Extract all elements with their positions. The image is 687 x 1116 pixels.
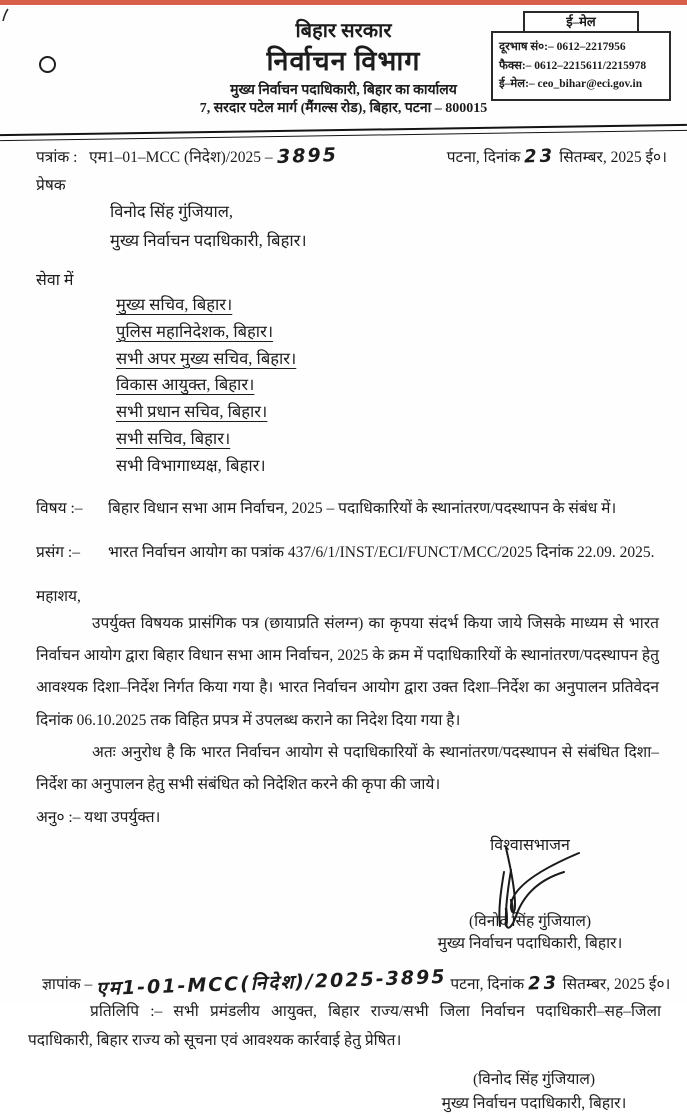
- sender-label: प्रेषक: [36, 176, 66, 194]
- signatory-name: (विनोद सिंह गुंजियाल): [468, 913, 592, 931]
- department-name: निर्वाचन विभाग: [266, 46, 421, 76]
- reference-row: [0, 538, 687, 567]
- contact-box-title: ई–मेल: [523, 11, 639, 33]
- office-address: 7, सरदार पटेल मार्ग (मैंगल्स रोड), बिहार, पटना – 800015: [199, 101, 488, 117]
- memo-date-rest: सितम्बर, 2025 ई०।: [562, 976, 671, 994]
- letter-number-printed: एम1–01–MCC (निदेश)/2025 –: [89, 148, 273, 166]
- recipient-item: सभी प्रधान सचिव, बिहार।: [116, 402, 268, 422]
- reference-text: भारत निर्वाचन आयोग का पत्रांक 437/6/1/INST/ECI/FUNCT/MCC/2025 दिनांक 22.09. 2025.: [108, 544, 655, 562]
- closing-word: विश्वासभाजन: [490, 837, 570, 855]
- phone-number: दूरभाष सं०:– 0612–2217956: [499, 41, 626, 54]
- body-paragraph-2: अतः अनुरोध है कि भारत निर्वाचन आयोग से पदाधिकारियों के स्थानांतरण/पदस्थापन से संबंधित दिशा–निर्देश का अनुपालन हेतु सभी संबंधित को निदेशित करने की कृपा की जाये।: [36, 743, 659, 794]
- recipient-item: मुख्य सचिव, बिहार।: [116, 295, 233, 315]
- memo-number-row: [0, 966, 687, 1001]
- recipient-item: पुलिस महानिदेशक, बिहार।: [116, 321, 274, 341]
- letter-number-label: पत्रांक :: [36, 148, 78, 166]
- office-name: मुख्य निर्वाचन पदाधिकारी, बिहार का कार्यालय: [230, 82, 457, 98]
- recipient-item: सभी सचिव, बिहार।: [116, 428, 231, 448]
- sender-designation: मुख्य निर्वाचन पदाधिकारी, बिहार।: [110, 231, 307, 251]
- fax-number: फैक्स:– 0612–2215611/2215978: [499, 59, 647, 72]
- letter-number-row: [0, 136, 687, 167]
- memo-number-handwritten: एम1-01-MCC(निदेश)/2025-3895: [95, 966, 447, 1001]
- recipients-label: सेवा में: [36, 272, 74, 290]
- email-address: ई–मेल:– ceo_bihar@eci.gov.in: [499, 78, 643, 91]
- letter-number-handwritten: 3895: [276, 143, 338, 168]
- signature-block-2: [418, 1068, 650, 1116]
- memo-label: ज्ञापांक –: [42, 976, 93, 994]
- sender-block: [0, 197, 687, 256]
- memo-date-handwritten: 23: [527, 972, 560, 995]
- letter-number: [36, 145, 337, 167]
- copy-distribution-text: प्रतिलिपि :– सभी प्रमंडलीय आयुक्त, बिहार राज्य/सभी जिला निर्वाचन पदाधिकारी–सह–जिला पदाधिकारी, बिहार राज्य को सूचना एवं आवश्यक कार्रवाई हेतु प्रेषित।: [28, 1003, 661, 1049]
- subject-label: विषय :–: [36, 499, 83, 517]
- government-name: बिहार सरकार: [295, 20, 392, 42]
- subject-text: बिहार विधान सभा आम निर्वाचन, 2025 – पदाधिकारियों के स्थानांतरण/पदस्थापन के संबंध में।: [108, 499, 617, 517]
- signature-scribble-2: [478, 868, 568, 936]
- recipient-item: सभी विभागाध्यक्ष, बिहार।: [116, 455, 266, 475]
- date-rest: सितम्बर, 2025 ई०।: [559, 148, 667, 166]
- salutation: महाशय,: [36, 587, 81, 605]
- date-handwritten: 23: [523, 145, 556, 168]
- enclosure-note: अनु० :– यथा उपर्युक्त।: [36, 809, 161, 827]
- recipient-item: सभी अपर मुख्य सचिव, बिहार।: [116, 348, 297, 368]
- subject-row: [0, 494, 687, 523]
- sender-name: विनोद सिंह गुंजियाल,: [110, 201, 234, 221]
- contact-details: [491, 31, 671, 101]
- signatory-designation-2: मुख्य निर्वाचन पदाधिकारी, बिहार।: [441, 1094, 627, 1112]
- signatory-designation: मुख्य निर्वाचन पदाधिकारी, बिहार।: [437, 935, 623, 953]
- letterhead: [0, 5, 687, 118]
- recipients-list: [0, 294, 687, 477]
- place-date-prefix: पटना, दिनांक: [446, 148, 521, 166]
- place-date: [447, 145, 667, 167]
- body-paragraph-1: उपर्युक्त विषयक प्रासंगिक पत्र (छायाप्रति संलग्न) का कृपया संदर्भ किया जाये जिसके माध्यम से भारत निर्वाचन आयोग द्वारा बिहार विधान सभा आम निर्वाचन, 2025 के क्रम में पदाधिकारियों के स्थानांतरण/पदस्थापन हेतु आवश्यक दिशा–निर्देश निर्गत किया गया है। भारत निर्वाचन आयोग द्वारा उक्त दिशा–निर्देश का अनुपालन प्रतिवेदन दिनांक 06.10.2025 तक विहित प्रपत्र में उपलब्ध कराने का निदेश दिया गया है।: [36, 614, 659, 729]
- signatory-name-2: (विनोद सिंह गुंजियाल): [472, 1070, 596, 1088]
- contact-box: [491, 11, 671, 101]
- reference-label: प्रसंग :–: [36, 544, 80, 562]
- memo-place-prefix: पटना, दिनांक: [450, 976, 525, 994]
- recipient-item: विकास आयुक्त, बिहार।: [116, 375, 255, 395]
